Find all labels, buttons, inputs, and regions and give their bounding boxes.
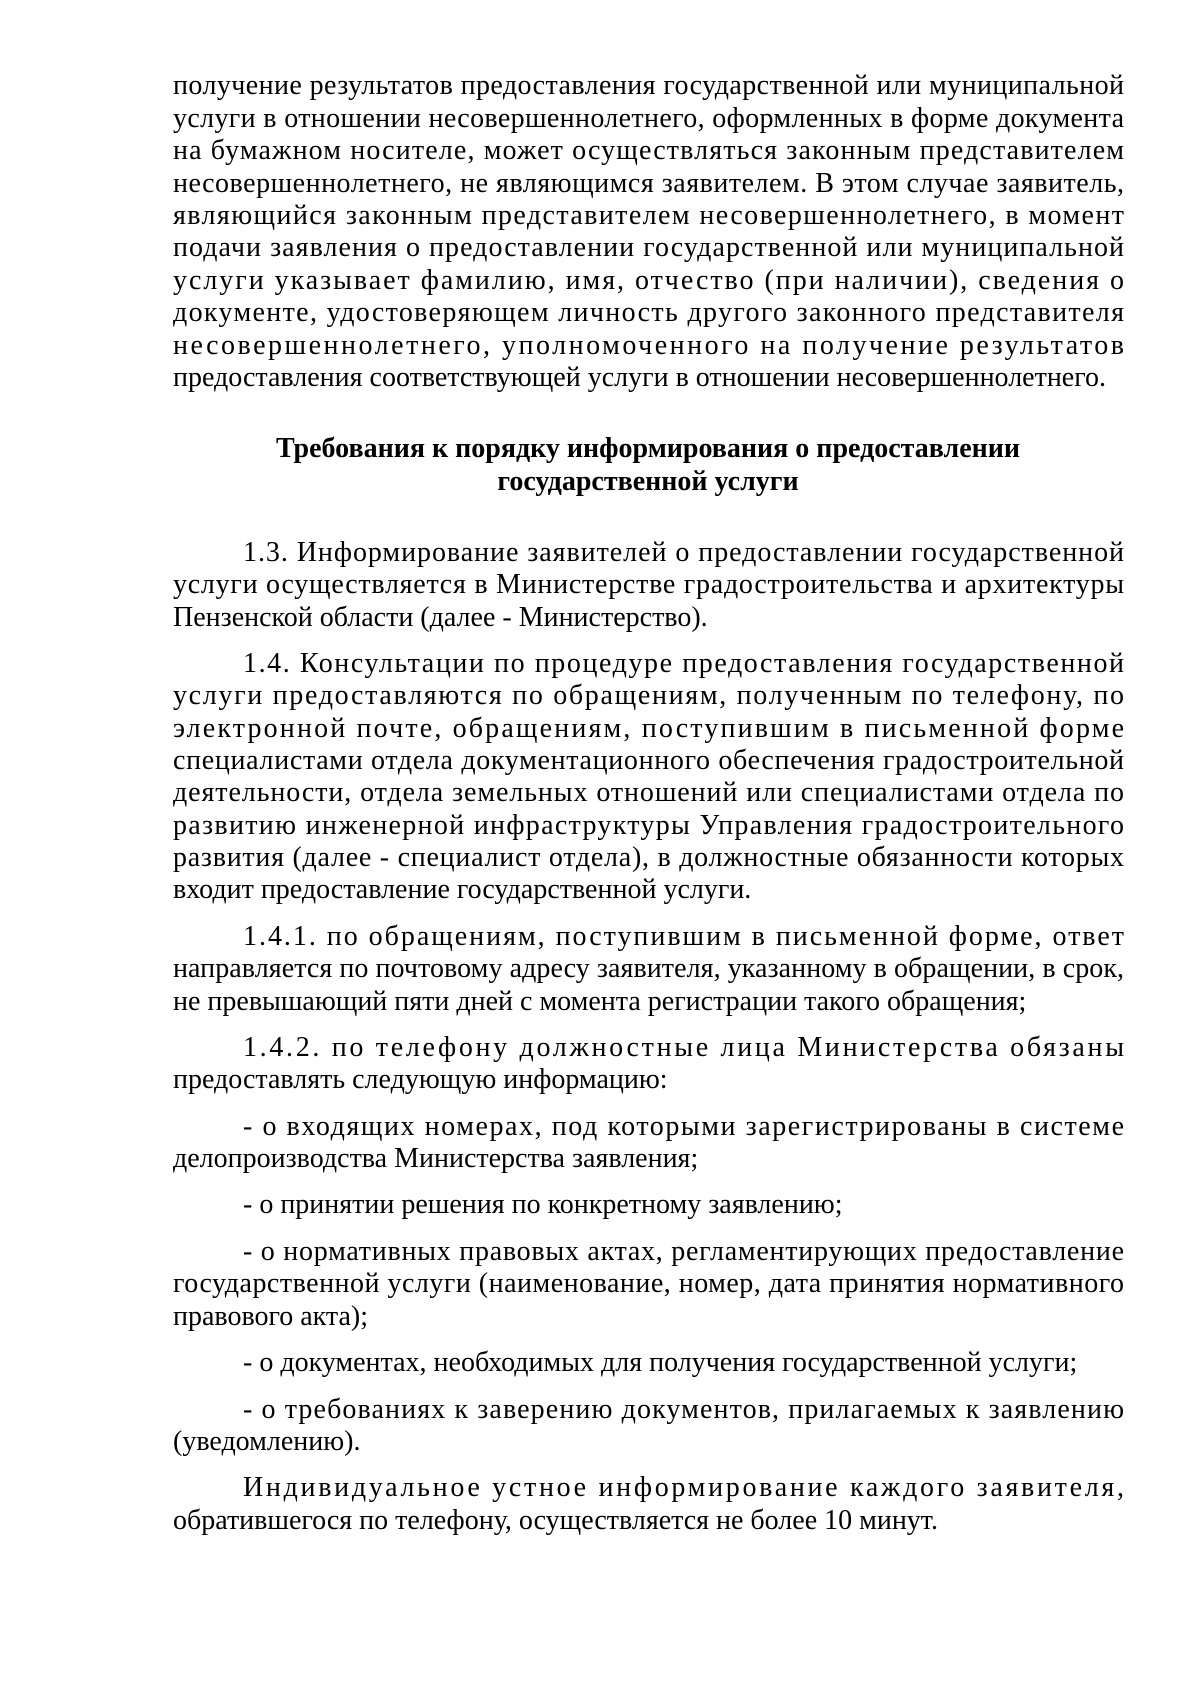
paragraph-line: получение результатов предоставления государственной или муниципальной	[173, 70, 1124, 101]
paragraph-line: услуги в отношении несовершеннолетнего, оформленных в форме документа	[173, 103, 1124, 134]
paragraph-line: документе, удостоверяющем личность другого законного представителя	[173, 297, 1124, 328]
paragraph-line: Индивидуальное устное информирование каждого заявителя,	[243, 1472, 1124, 1503]
section-heading-line: Требования к порядку информирования о предоставлении	[275, 433, 1021, 464]
paragraph-line: несовершеннолетнего, не являющимся заявителем. В этом случае заявитель,	[173, 168, 1124, 199]
paragraph-line: - о нормативных правовых актах, регламентирующих предоставление	[243, 1236, 1124, 1267]
paragraph-line: 1.4. Консультации по процедуре предоставления государственной	[243, 648, 1124, 679]
paragraph-line: 1.3. Информирование заявителей о предоставлении государственной	[243, 537, 1124, 568]
paragraph-line: правового акта);	[173, 1301, 369, 1332]
paragraph-line: (уведомлению).	[173, 1426, 361, 1457]
paragraph-line: Пензенской области (далее - Министерство).	[173, 602, 708, 633]
paragraph-line: 1.4.2. по телефону должностные лица Министерства обязаны	[243, 1032, 1124, 1063]
paragraph-line: развития (далее - специалист отдела), в должностные обязанности которых	[173, 842, 1124, 873]
paragraph-line: электронной почте, обращениям, поступившим в письменной форме	[173, 713, 1124, 744]
paragraph-line: деятельности, отдела земельных отношений или специалистами отдела по	[173, 777, 1124, 808]
paragraph-line: предоставлять следующую информацию:	[173, 1064, 668, 1095]
paragraph-line: обратившегося по телефону, осуществляется не более 10 минут.	[173, 1505, 938, 1536]
paragraph-line: делопроизводства Министерства заявления;	[173, 1143, 699, 1174]
paragraph-line: развитию инженерной инфраструктуры Управления градостроительного	[173, 810, 1124, 841]
paragraph-line: предоставления соответствующей услуги в отношении несовершеннолетнего.	[173, 362, 1107, 393]
paragraph-line: несовершеннолетнего, уполномоченного на получение результатов	[173, 330, 1124, 361]
paragraph-line: - о документах, необходимых для получения государственной услуги;	[243, 1347, 1078, 1378]
paragraph-line: специалистами отдела документационного обеспечения градостроительной	[173, 745, 1124, 776]
paragraph-line: услуги осуществляется в Министерстве градостроительства и архитектуры	[173, 569, 1124, 600]
paragraph-line: не превышающий пяти дней с момента регистрации такого обращения;	[173, 986, 1027, 1017]
paragraph-line: являющийся законным представителем несовершеннолетнего, в момент	[173, 200, 1124, 231]
paragraph-line: - о входящих номерах, под которыми зарегистрированы в системе	[243, 1111, 1124, 1142]
paragraph-line: на бумажном носителе, может осуществляться законным представителем	[173, 135, 1124, 166]
paragraph-line: подачи заявления о предоставлении государственной или муниципальной	[173, 232, 1124, 263]
paragraph-line: услуги указывает фамилию, имя, отчество (при наличии), сведения о	[173, 265, 1124, 296]
paragraph-line: 1.4.1. по обращениям, поступившим в письменной форме, ответ	[243, 921, 1124, 952]
paragraph-line: - о принятии решения по конкретному заявлению;	[243, 1189, 843, 1220]
paragraph-line: - о требованиях к заверению документов, прилагаемых к заявлению	[243, 1394, 1124, 1425]
paragraph-line: направляется по почтовому адресу заявителя, указанному в обращении, в срок,	[173, 953, 1124, 984]
paragraph-line: входит предоставление государственной услуги.	[173, 874, 752, 905]
section-heading-line: государственной услуги	[497, 466, 799, 497]
paragraph-line: услуги предоставляются по обращениям, полученным по телефону, по	[173, 680, 1124, 711]
paragraph-line: государственной услуги (наименование, номер, дата принятия нормативного	[173, 1268, 1124, 1299]
